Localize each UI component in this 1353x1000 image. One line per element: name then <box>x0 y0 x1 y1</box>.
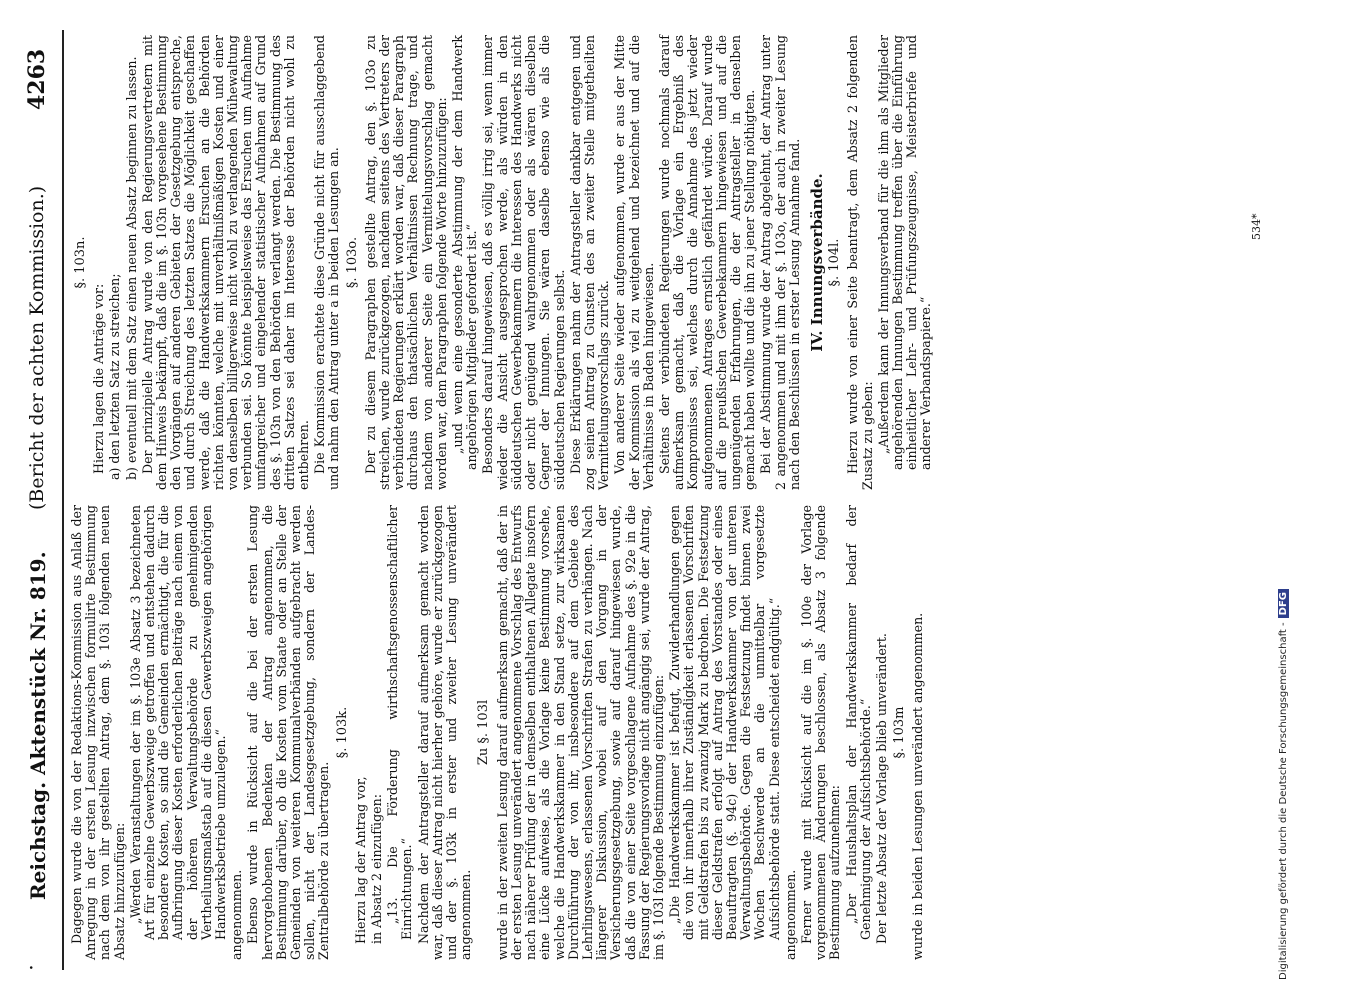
paragraph: Die Kommission erachtete diese Gründe nicht für ausschlaggebend und nahm den Antrag unter a in beiden Lesungen an. <box>312 35 342 490</box>
paragraph: Diese Erklärungen nahm der Antragsteller dankbar entgegen und zog seinen Antrag zu Gunsten des an zweiter Stelle mitgetheilten Vermittelungsvorschlags zurück. <box>567 35 612 490</box>
page-signature-mark: 534* <box>1250 213 1263 240</box>
left-block-3 <box>496 505 889 960</box>
digitization-footer <box>1278 20 1298 980</box>
paragraph: Dagegen wurde die von der Redaktions-Kommission aus Anlaß der Anregung in der ersten Lesung inzwischen formulirte Bestimmung nach dem von ihr gestellten Antrag, dem §. 103i folgenden neuen Absatz hinzuzufügen: <box>69 505 127 960</box>
paragraph: angenommen. <box>782 869 798 960</box>
paragraph: Nachdem der Antragsteller darauf aufmerksam gemacht worden war, daß dieser Antrag nicht hierher gehöre, wurde er zurückgezogen und der §. 103k in erster und zweiter Lesung unverändert angenommen. <box>415 505 474 960</box>
header-commission: (Bericht der achten Kommission.) <box>26 185 48 510</box>
paragraph: Hierzu wurde von einer Seite beantragt, dem Absatz 2 folgenden Zusatz zu geben: <box>845 35 875 490</box>
paragraph: Der zu diesem Paragraphen gestellte Antrag, den §. 103o zu streichen, wurde zurückgezogen, nachdem seitens des Vertreters der verbündeten Regierungen erklärt worden war, daß dieser Paragraph durchaus den thatsächlichen Verhältnissen Rechnung trage, und nachdem von anderer Seite ein Vermittelungsvorschlag gemacht worden war, dem Paragraphen folgende Worte hinzuzufügen: <box>362 35 449 490</box>
paragraph: Hierzu lagen die Anträge vor: <box>91 283 107 474</box>
paragraph: „Die Handwerkskammer ist befugt, Zuwiderhandlungen gegen die von ihr innerhalb ihrer Zuständigkeit erlassenen Vorschriften mit Geldstrafen bis zu zwanzig Mark zu bedrohen. Die Festsetzung dieser Geldstrafen erfolgt auf Antrag des Vorstandes oder eines Beauftragten (§. 94c) der Handwerkskammer von der unteren Verwaltungsbehörde. Gegen die Festsetzung findet binnen zwei Wochen Beschwerde an die unmittelbar vorgesetzte Aufsichtsbehörde statt. Diese entscheidet endgültig.“ <box>667 505 782 940</box>
left-column <box>70 505 928 960</box>
right-block-3 <box>846 35 933 490</box>
paragraph: Ferner wurde mit Rücksicht auf die im §. 100e der Vorlage vorgenommenen Änderungen beschlossen, als Absatz 3 folgende Bestimmung aufzunehmen: <box>798 505 843 960</box>
paragraph: Hierzu lag der Antrag vor, <box>352 776 368 944</box>
paragraph: Ebenso wurde in Rücksicht auf die bei der ersten Lesung hervorgehobenen Bedenken der Antrag angenommen, die Bestimmung darüber, ob die Kosten vom Staate oder an Stelle der Gemeinden von weiteren Kommunalverbänden aufgebracht werden sollen, nicht der Landesgesetzgebung, sondern der Landes-Zentralbehörde zu übertragen. <box>245 505 332 960</box>
left-block-1 <box>70 505 332 960</box>
right-block-1 <box>92 35 341 490</box>
section-103o-heading: §. 103o. <box>344 236 360 289</box>
paragraph: „Der Haushaltsplan der Handwerkskammer bedarf der Genehmigung der Aufsichtsbehörde.“ <box>843 505 873 940</box>
right-block-2 <box>364 35 802 490</box>
paragraph: „und wenn eine gesonderte Abstimmung der dem Handwerk angehörigen Mitglieder gefordert ist.“ <box>450 35 480 470</box>
dfg-logo: DFG <box>1278 589 1289 618</box>
paragraph: „Außerdem kann der Innungsverband für die ihm als Mitglieder angehörenden Innungen Bestimmung treffen über die Einführung einheitlicher Lehr- und Prüfungszeugnisse, Meisterbriefe und anderer Verbandspapiere.“ <box>875 35 934 470</box>
header-rule <box>62 30 64 970</box>
paragraph: wurde in beiden Lesungen unverändert angenommen. <box>910 612 926 960</box>
paragraph: „13. Die Förderung wirthschaftsgenossenschaftlicher Einrichtungen.“ <box>385 505 415 940</box>
paragraph: b) eventuell mit dem Satz einen neuen Absatz beginnen zu lassen. <box>123 56 139 480</box>
paragraph: Von anderer Seite wieder aufgenommen, wurde er aus der Mitte der Kommission als viel zu weitgehend und bezeichnet und auf die Verhältnisse in Baden hingewiesen. <box>612 35 656 490</box>
section-innungsverbaende-heading: IV. Innungsverbände. <box>807 173 826 352</box>
footer-text: Digitalisierung gefördert durch die Deutsche Forschungsgemeinschaft - <box>1278 622 1289 980</box>
paragraph: Der prinzipielle Antrag wurde von den Regierungsvertretern mit dem Hinweis bekämpft, daß die im §. 103n vorgesehene Bestimmung den Vorgängen auf anderen Gebieten der Gesetzgebung entspreche, und durch Streichung des letzten Satzes die Möglichkeit geschaffen werde, daß die Handwerkskammern Ersuchen an die Behörden richten könnten, welche mit unverhältnißmäßigen Kosten und einer von denselben billigerweise nicht wohl zu verlangenden Mühewaltung verbunden sei. So könnte beispielsweise das Ersuchen um Aufnahme umfangreicher und eingehender statistischer Aufnahmen auf Grund des §. 103n von den Behörden verlangt werden. Die Bestimmung des dritten Satzes sei daher im Interesse der Behörden nicht wohl zu entbehren. <box>139 35 312 490</box>
paragraph: angenommen. <box>229 869 245 960</box>
paragraph: „Werden Veranstaltungen der im §. 103e Absatz 3 bezeichneten Art für einzelne Gewerbszweige getroffen und entstehen dadurch besondere Kosten, so sind die Gemeinden ermächtigt, die für die Aufbringung dieser Kosten erforderlichen Beiträge nach einem von der höheren Verwaltungsbehörde zu genehmigenden Vertheilungsmaßstab auf die diesen Gewerbszweigen angehörigen Handwerksbetriebe umzulegen.“ <box>127 505 229 940</box>
page-header <box>18 20 58 980</box>
paragraph: in Absatz 2 einzufügen: <box>369 794 385 944</box>
right-column <box>70 35 936 490</box>
paragraph: Der letzte Absatz der Vorlage blieb unverändert. <box>873 633 889 944</box>
section-103l-heading: Zu §. 103l <box>476 699 492 766</box>
section-103k-heading: §. 103k. <box>334 706 350 759</box>
paragraph: Besonders darauf hingewiesen, daß es völlig irrig sei, wenn immer wieder die Ansicht ausgesprochen werde, als würden in den süddeutschen Gewerbekammern die Interessen des Handwerks nicht oder nicht genügend wahrgenommen oder als wären dieselben Gegner der Innungen. Sie wären daselbe ebenso wie als die süddeutschen Regierungen selbst. <box>480 35 567 490</box>
paragraph: Bei der Abstimmung wurde der Antrag abgelehnt, der Antrag unter 2 angenommen und mit ihm der §. 103o, der auch in zweiter Lesung nach den Beschlüssen in erster Lesung Annahme fand. <box>758 35 802 490</box>
left-block-2 <box>354 505 474 960</box>
header-marker: · <box>24 965 40 970</box>
section-103m-heading: §. 103m <box>892 706 908 759</box>
paragraph: a) den letzten Satz zu streichen; <box>107 273 123 480</box>
left-block-4 <box>911 505 925 960</box>
section-104l-heading: §. 104l. <box>827 238 843 287</box>
paragraph: wurde in der zweiten Lesung darauf aufmerksam gemacht, daß der in der ersten Lesung unverändert angenommene Vorschlag des Entwurfs nach näherer Prüfung der in demselben enthaltenen Allegate insofern eine Lücke aufweise, als die Vorlage keine Bestimmung vorsehe, welche die Handwerkskammer in den Stand setze, zur wirksamen Durchführung der von ihr, insbesondere auf dem Gebiete des Lehrlingswesens, erlassenen Vorschriften Strafen zu verhängen. Nach längerer Diskussion, wobei auf den Vorgang in der Versicherungsgesetzgebung, sowie auf darauf hingewiesen wurde, daß die von einer Seite vorgeschlagene Aufnahme des §. 92e in die Fassung der Regierungsvorlage nicht angängig sei, wurde der Antrag, im §. 103l folgende Bestimmung einzufügen: <box>494 505 666 960</box>
page-number: 4263 <box>24 48 50 110</box>
paragraph: Seitens der verbündeten Regierungen wurde nochmals darauf aufmerksam gemacht, daß die Vorlage ein Ergebniß des Kompromisses sei, welches durch die Annahme des jetzt wieder aufgenommenen Antrages ernstlich gefährdet würde. Darauf wurde auf die preußischen Gewerbekammern hingewiesen und auf die ungenügenden Erfahrungen, die der Antragsteller in denselben gemacht haben wollte und die ihn zu jener Stellung nöthigten. <box>656 35 758 490</box>
header-title: Reichstag. Aktenstück Nr. 819. <box>26 551 50 900</box>
section-103n-heading: §. 103n. <box>73 236 88 289</box>
